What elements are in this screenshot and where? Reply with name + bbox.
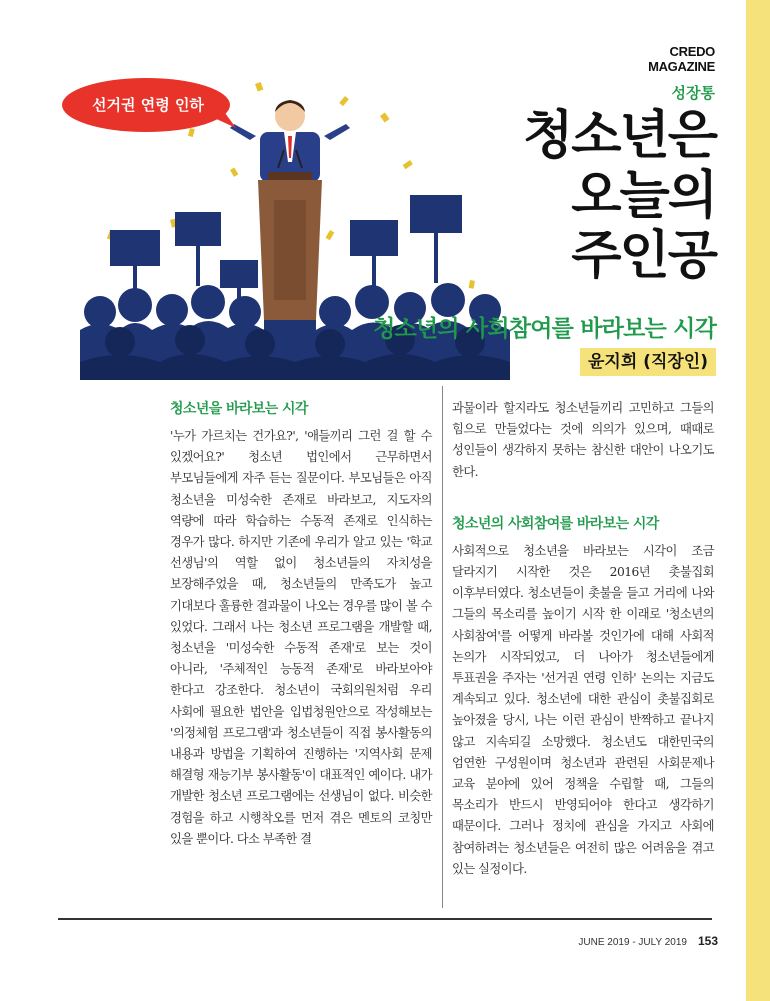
footer-divider <box>58 918 712 920</box>
article-subtitle: 청소년의 사회참여를 바라보는 시각 <box>373 316 716 342</box>
title-line-2: 오늘의 <box>571 166 716 226</box>
right-heading: 청소년의 사회참여를 바라보는 시각 <box>452 515 659 532</box>
article-title <box>480 106 716 286</box>
title-line-1: 청소년은 <box>523 106 716 166</box>
left-column <box>170 398 432 850</box>
side-color-strip <box>746 0 770 1001</box>
page-number: 153 <box>697 934 718 948</box>
magazine-name: CREDO MAGAZINE <box>648 44 715 74</box>
right-body-text: 사회적으로 청소년을 바라보는 시각이 조금 달라지기 시작한 것은 2016년 촛불집회 이후부터였다. 청소년들이 촛불을 들고 거리에 나와 그들의 목소리를 높이기 시작 한 이래로 '청소년의 사회참여'를 어떻게 바라볼 것인가에 대해 사회적 논의가 시작되었고, 더 나아가 청소년들에게 투표권을 주자는 '선거권 연령 인하' 논의는 지금도 계속되고 있다. 청소년에 대한 관심이 촛불집회로 높아졌을 당시, 나는 이런 관심이 반짝하고 끝나지 않고 지속되길 소망했다. 청소년도 대한민국의 엄연한 구성원이며 청소년과 관련된 사회문제나 교육 분야에 있어 정책을 수립할 때, 그들의 목소리가 반드시 반영되어야 한다고 생각하기 때문이다. 그러나 정치에 관심을 가지고 사회에 참여하려는 청소년들은 여전히 많은 어려움을 겪고 있는 실정이다. <box>452 543 714 876</box>
left-heading: 청소년을 바라보는 시각 <box>170 401 308 417</box>
right-column <box>452 398 714 880</box>
section-label: 성장통 <box>671 84 715 102</box>
author-byline: 윤지희 (직장인) <box>580 348 716 376</box>
right-body-text-top: 과물이라 할지라도 청소년들끼리 고민하고 그들의 힘으로 만들었다는 것에 의의가 있으며, 때때로 성인들이 생각하지 못하는 참신한 대안이 나오기도 한다. <box>452 401 714 479</box>
footer-date: JUNE 2019 - JULY 2019 <box>578 937 687 948</box>
bubble-label: 선거권 연령 인하 <box>92 96 204 114</box>
speaker <box>230 100 350 182</box>
title-line-3: 주인공 <box>571 226 716 286</box>
column-divider <box>442 386 443 908</box>
left-body-text: '누가 가르치는 건가요?', '애들끼리 그런 걸 할 수 있겠어요?' 청소년 법인에서 근무하면서 부모님들에게 자주 듣는 질문이다. 부모님들은 아직 청소년을 미성숙한 존재로 바라보고, 지도자의 역량에 따라 학습하는 수동적 존재로 인식하는 경우가 많다. 하지만 기존에 우리가 알고 있는 '학교 선생님'의 역할 없이 청소년들의 자치성을 보장해주었을 때, 청소년들의 만족도가 높고 기대보다 훌륭한 결과물이 나오는 경우를 많이 볼 수 있었다. 그래서 나는 청소년 프로그램을 개발할 때, 청소년을 '미성숙한 수동적 존재'로 보는 것이 아니라, '주체적인 능동적 존재'로 바라보아야 한다고 강조한다. 청소년이 국회의원처럼 우리 사회에 필요한 법안을 입법청원안으로 작성해보는 '의정체험 프로그램'과 청소년들이 직접 봉사활동의 내용과 방법을 기획하여 진행하는 '지역사회 문제 해결형 재능기부 봉사활동'이 대표적인 예이다. 내가 개발한 청소년 프로그램에는 선생님이 없다. 비슷한 경험을 하고 시행착오를 먼저 겪은 멘토의 코칭만 있을 뿐이다. 다소 부족한 결 <box>170 429 432 846</box>
